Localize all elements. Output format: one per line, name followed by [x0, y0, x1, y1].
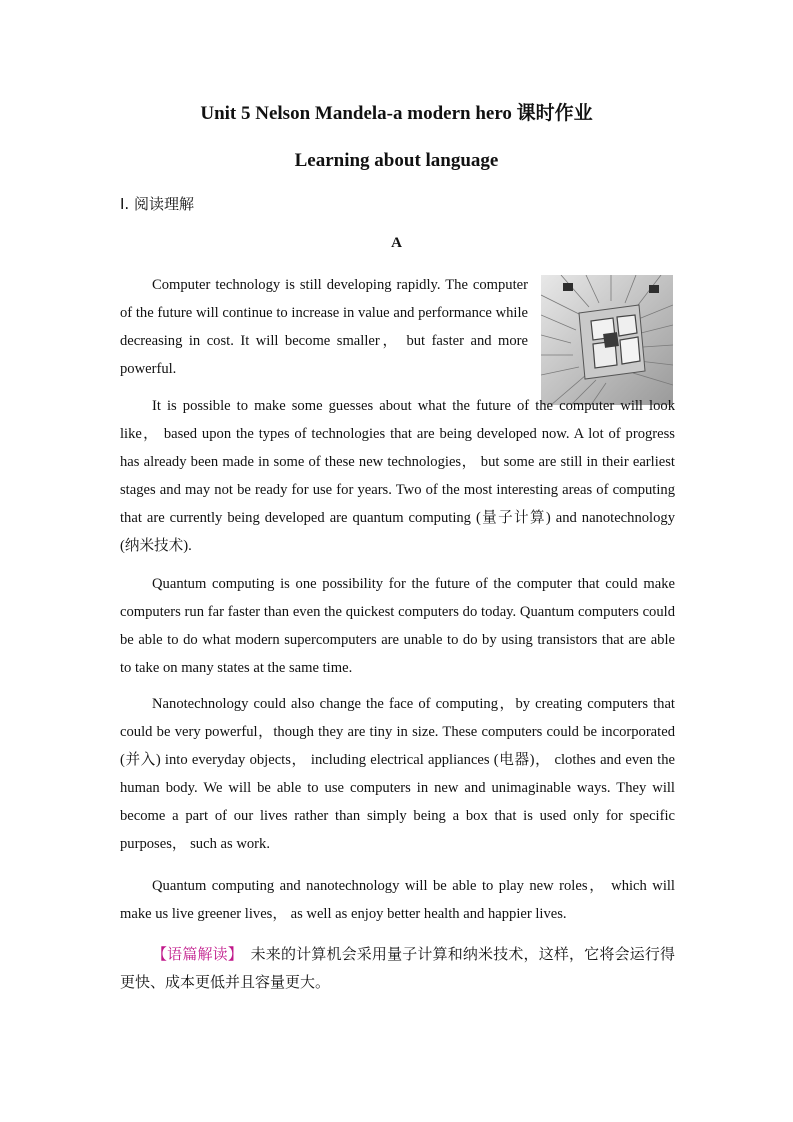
computer-chip-icon	[541, 275, 673, 405]
paragraph-3: Quantum computing is one possibility for the future of the computer that could make computers run far faster than even the quickest computers do today. Quantum computers could be able to do what modern supercomputers are unable to do by using transistors that are able to take on many states at the same time.	[120, 576, 675, 676]
paragraph-5: Quantum computing and nanotechnology will be able to play new roles， which will make us live greener lives， as well as enjoy better health and happier lives.	[120, 878, 675, 922]
paragraph-1: Computer technology is still developing rapidly. The computer of the future will continue to increase in value and performance while decreasing in cost. It will become smaller， but faster and more powerful.	[120, 277, 528, 377]
analysis-tag: 【语篇解读】	[152, 945, 236, 963]
analysis-text: 未来的计算机会采用量子计算和纳米技术，这样，它将会运行得更快、成本更低并且容量更大。	[120, 945, 675, 991]
paragraph-2: It is possible to make some guesses about what the future of the computer will look like， based upon the types of technologies that are being developed now. A lot of progress has already been made in some of these new technologies， but some are still in their earliest stages and may not be ready for use for years. Two of the most interesting areas of computing that are currently being developed are quantum computing (量子计算) and nanotechnology (纳米技术).	[120, 398, 675, 554]
page-subtitle: Learning about language	[294, 150, 499, 171]
paragraph-4: Nanotechnology could also change the face of computing，by creating computers that could be very powerful，though they are tiny in size. These computers could be incorporated (并入) into everyday objects， including electrical appliances (电器)， clothes and even the human body. We will be able to use computers in new and unimaginable ways. They will become a part of our lives rather than simply being a box that is used only for specific purposes， such as work.	[120, 696, 675, 852]
passage-letter: A	[391, 235, 402, 251]
passage-analysis	[120, 940, 675, 996]
section-heading: Ⅰ. 阅读理解	[120, 195, 194, 213]
page-title: Unit 5 Nelson Mandela-a modern hero 课时作业	[200, 103, 593, 124]
